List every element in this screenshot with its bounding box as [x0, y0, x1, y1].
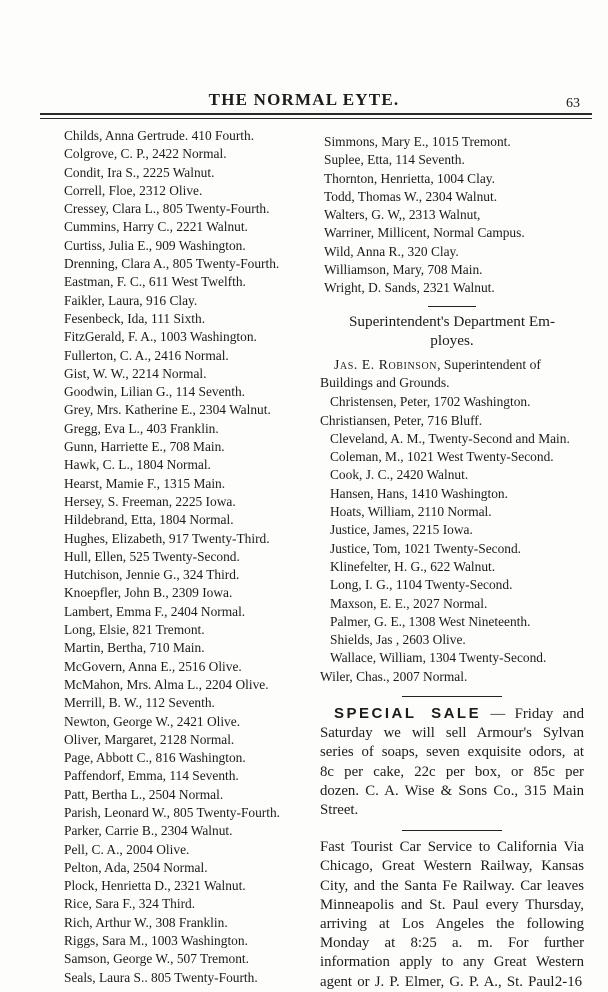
- directory-entry: Hughes, Elizabeth, 917 Twenty-Third.: [64, 530, 270, 546]
- directory-entry: Thornton, Henrietta, 1004 Clay.: [324, 170, 495, 186]
- directory-entry: Childs, Anna Gertrude. 410 Fourth.: [64, 128, 255, 143]
- directory-entry: McMahon, Mrs. Alma L., 2204 Olive.: [64, 676, 269, 692]
- directory-entry: Fullerton, C. A., 2416 Normal.: [64, 347, 229, 363]
- section-heading-line-1: Superintendent's Department Em-: [348, 312, 556, 330]
- directory-entry: Parker, Carrie B., 2304 Walnut.: [64, 823, 233, 839]
- department-entry: Palmer, G. E., 1308 West Nineteenth.: [330, 613, 531, 629]
- directory-entry: FitzGerald, F. A., 1003 Washington.: [64, 329, 257, 345]
- directory-entry: Rice, Sara F., 324 Third.: [64, 896, 196, 912]
- special-sale-body: — Friday and Saturday we will sell Armour's Sylvan series of soaps, seven exquisite odors, at 8c per cake, 22c per box, or 85c per dozen. C. A. Wise & Sons Co., 315 Main Street.: [320, 706, 584, 819]
- directory-entry: Patt, Bertha L., 2504 Normal.: [64, 786, 224, 802]
- ad-divider-1: [402, 696, 502, 697]
- directory-entry: Williamson, Mary, 708 Main.: [324, 262, 483, 278]
- department-entry: Wiler, Chas., 2007 Normal.: [320, 668, 468, 684]
- superintendent-lead: [320, 356, 584, 393]
- tourist-ad-body: Fast Tourist Car Service to California Via Chicago, Great Western Railway, Kansas City, and the Santa Fe Railway. Car leaves Minneapolis and St. Paul every Thursday, arriving at Los Angeles the following Monday at 8:25 a. m. For further information apply to any Great Western agent or J. P. Elmer, G. P. A., St. Paul.: [320, 839, 584, 990]
- special-sale-heading: SPECIAL SALE: [334, 705, 482, 723]
- directory-entry: Long, Elsie, 821 Tremont.: [64, 622, 205, 638]
- columns: [0, 127, 608, 992]
- department-entry: Cleveland, A. M., Twenty-Second and Main.: [330, 430, 570, 446]
- department-entry: Justice, James, 2215 Iowa.: [330, 522, 473, 538]
- page-number: 63: [566, 96, 580, 111]
- directory-entry: Warriner, Millicent, Normal Campus.: [324, 225, 525, 241]
- tourist-ad: [320, 838, 584, 992]
- department-list: [320, 393, 584, 686]
- directory-entry: Hull, Ellen, 525 Twenty-Second.: [64, 548, 240, 564]
- directory-entry: Hearst, Mamie F., 1315 Main.: [64, 475, 226, 491]
- directory-entry: Martin, Bertha, 710 Main.: [64, 640, 205, 656]
- superintendent-lead-rest: , Superintendent of Buildings and Grounds.: [320, 356, 541, 390]
- directory-entry: Lambert, Emma F., 2404 Normal.: [64, 603, 246, 619]
- directory-entry: Hersey, S. Freeman, 2225 Iowa.: [64, 493, 236, 509]
- directory-entry: Fesenbeck, Ida, 111 Sixth.: [64, 310, 206, 326]
- directory-entry: Correll, Floe, 2312 Olive.: [64, 182, 203, 198]
- directory-entry: Samson, George W., 507 Tremont.: [64, 951, 250, 967]
- directory-entry: Hutchison, Jennie G., 324 Third.: [64, 567, 240, 583]
- section-divider: [428, 306, 476, 307]
- department-entry: Cook, J. C., 2420 Walnut.: [330, 467, 469, 483]
- directory-entry: Simmons, Mary E., 1015 Tremont.: [324, 134, 511, 149]
- directory-entry: Rich, Arthur W., 308 Franklin.: [64, 914, 228, 930]
- directory-left-list: [64, 127, 316, 987]
- directory-entry: McGovern, Anna E., 2516 Olive.: [64, 658, 242, 674]
- department-entry: Klinefelter, H. G., 622 Walnut.: [330, 558, 496, 574]
- directory-entry: Pelton, Ada, 2504 Normal.: [64, 859, 208, 875]
- directory-entry: Cummins, Harry C., 2221 Walnut.: [64, 219, 248, 235]
- department-entry: Wallace, William, 1304 Twenty-Second.: [330, 650, 547, 666]
- department-entry: Christensen, Peter, 1702 Washington.: [330, 394, 531, 410]
- right-column: [320, 127, 584, 992]
- directory-entry: Riggs, Sara M., 1003 Washington.: [64, 933, 248, 949]
- department-entry: Coleman, M., 1021 West Twenty-Second.: [330, 449, 554, 465]
- directory-entry: Newton, George W., 2421 Olive.: [64, 713, 241, 729]
- superintendent-section: [320, 312, 584, 686]
- directory-entry: Plock, Henrietta D., 2321 Walnut.: [64, 878, 246, 894]
- department-entry: Justice, Tom, 1021 Twenty-Second.: [330, 540, 522, 556]
- left-column: [64, 127, 316, 992]
- directory-entry: Cressey, Clara L., 805 Twenty-Fourth.: [64, 201, 270, 217]
- department-entry: Christiansen, Peter, 716 Bluff.: [320, 412, 483, 428]
- directory-entry: Faikler, Laura, 916 Clay.: [64, 292, 198, 308]
- directory-entry: Paffendorf, Emma, 114 Seventh.: [64, 768, 239, 784]
- directory-entry: Suplee, Etta, 114 Seventh.: [324, 152, 465, 168]
- superintendent-name: Jas. E. Robinson: [334, 356, 438, 372]
- directory-entry: Gist, W. W., 2214 Normal.: [64, 365, 207, 381]
- directory-entry: Parish, Leonard W., 805 Twenty-Fourth.: [64, 804, 281, 820]
- directory-entry: Knoepfler, John B., 2309 Iowa.: [64, 585, 233, 601]
- page-title: THE NORMAL EYTE.: [208, 90, 400, 109]
- department-entry: Maxson, E. E., 2027 Normal.: [330, 595, 488, 611]
- directory-entry: Hildebrand, Etta, 1804 Normal.: [64, 512, 234, 528]
- department-entry: Hansen, Hans, 1410 Washington.: [330, 485, 508, 501]
- directory-entry: Page, Abbott C., 816 Washington.: [64, 750, 246, 766]
- directory-entry: Goodwin, Lilian G., 114 Seventh.: [64, 384, 246, 400]
- section-heading-line-2: ployes.: [430, 332, 474, 350]
- directory-entry: Wright, D. Sands, 2321 Walnut.: [324, 280, 495, 296]
- directory-entry: Walters, G. W,, 2313 Walnut,: [324, 207, 481, 223]
- directory-entry: Merrill, B. W., 112 Seventh.: [64, 695, 215, 711]
- directory-right-list: [320, 133, 584, 298]
- masthead: [0, 0, 608, 119]
- ad-issue-code: 2-16: [554, 973, 582, 990]
- directory-entry: Seals, Laura S.. 805 Twenty-Fourth.: [64, 969, 258, 985]
- department-entry: Shields, Jas , 2603 Olive.: [330, 632, 466, 648]
- directory-entry: Gunn, Harriette E., 708 Main.: [64, 439, 225, 455]
- directory-entry: Grey, Mrs. Katherine E., 2304 Walnut.: [64, 402, 271, 418]
- header-rule: [40, 113, 592, 119]
- directory-entry: Gregg, Eva L., 403 Franklin.: [64, 420, 219, 436]
- directory-entry: Wild, Anna R., 320 Clay.: [324, 243, 459, 259]
- directory-entry: Curtiss, Julia E., 909 Washington.: [64, 237, 246, 253]
- department-entry: Hoats, William, 2110 Normal.: [330, 504, 492, 520]
- department-entry: Long, I. G., 1104 Twenty-Second.: [330, 577, 513, 593]
- directory-entry: Condit, Ira S., 2225 Walnut.: [64, 164, 215, 180]
- directory-entry: Drenning, Clara A., 805 Twenty-Fourth.: [64, 256, 280, 272]
- directory-entry: Colgrove, C. P., 2422 Normal.: [64, 146, 227, 162]
- directory-entry: Oliver, Margaret, 2128 Normal.: [64, 731, 235, 747]
- ad-divider-2: [402, 830, 502, 831]
- special-sale-ad: [320, 704, 584, 820]
- directory-entry: Todd, Thomas W., 2304 Walnut.: [324, 188, 498, 204]
- directory-entry: Eastman, F. C., 611 West Twelfth.: [64, 274, 246, 290]
- directory-entry: Pell, C. A., 2004 Olive.: [64, 841, 190, 857]
- directory-entry: Hawk, C. L., 1804 Normal.: [64, 457, 211, 473]
